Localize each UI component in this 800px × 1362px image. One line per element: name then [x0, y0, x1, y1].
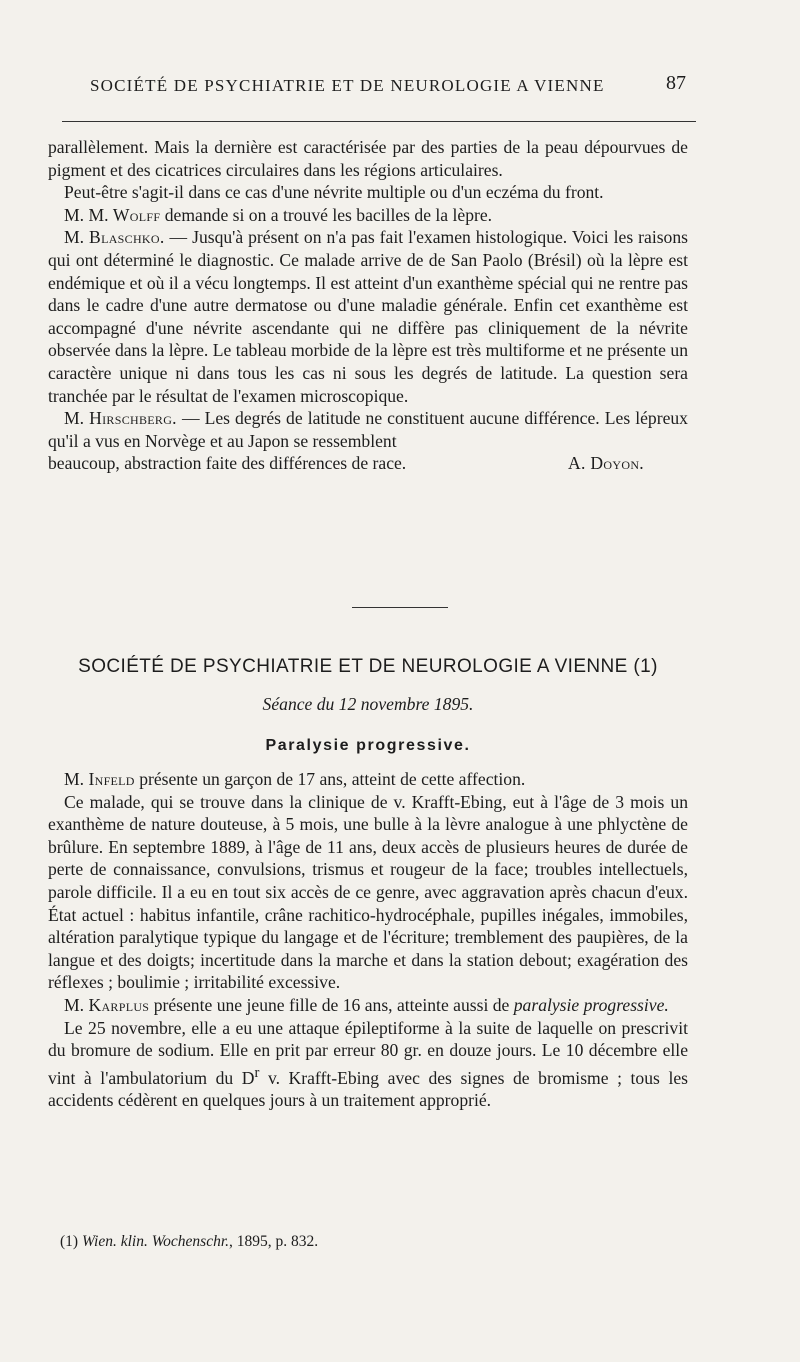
last-line: beaucoup, abstraction faite des différences de race. — [48, 453, 407, 474]
superscript: r — [254, 1064, 260, 1081]
page-number: 87 — [666, 72, 686, 94]
text-part-b: v. Krafft-Ebing avec des signes de bromisme ; tous les accidents cédèrent en quelques jours à un traitement approprié. — [48, 1067, 688, 1111]
paragraph-case-history: Ce malade, qui se trouve dans la clinique de v. Krafft-Ebing, eut à l'âge de 3 mois un exanthème de nature douteuse, à 5 mois, une bulle à la lèvre analogue à une phlyctène de brûlure. En septembre 1889, à l'âge de 11 ans, deux accès de plusieurs heures de durée de perte de connaissance, convulsions, trismus et rougeur de la face; troubles intellectuels, parole difficile. Il a eu en tout six accès de ce genre, avec aggravation après chacun d'eux. État actuel : habitus infantile, crâne rachitico-hydrocéphale, pupilles inégales, immobiles, altération paralytique typique du langage et de l'écriture; tremblement des paupières, de la langue et des doigts; incertitude dans la marche et dans la station debout; exagération des réflexes ; boulimie ; irritabilité excessive. — [48, 791, 688, 993]
speaker-name-infeld: Infeld — [88, 769, 135, 789]
paragraph-infeld — [48, 768, 688, 791]
paragraph-wolff — [48, 204, 688, 227]
paragraph-hirschberg — [48, 407, 688, 452]
session-date: Séance du 12 novembre 1895. — [262, 694, 474, 714]
running-header — [90, 72, 686, 96]
speaker-name-karplus: Karplus — [88, 994, 150, 1015]
paragraph-eczema: Peut-être s'agit-il dans ce cas d'une névrite multiple ou d'un eczéma du front. — [64, 182, 604, 203]
speaker-name-hirschberg: Hirschberg. — [89, 408, 177, 429]
footnote-rest: , 1895, p. 832. — [229, 1233, 319, 1250]
signature: A. Doyon. — [568, 453, 644, 474]
header-rule — [62, 121, 696, 122]
paragraph-continuation: parallèlement. Mais la dernière est caractérisée par des parties de la peau dépourvues de pigment et des cicatrices circulaires dans les régions articulaires. — [48, 137, 688, 180]
speaker-prefix: M. M. — [64, 204, 109, 225]
subheading: Paralysie progressive. — [265, 737, 471, 754]
speaker-text: présente une jeune fille de 16 ans, atteinte aussi de — [153, 994, 510, 1015]
speaker-prefix: M. — [64, 769, 85, 789]
italic-diagnosis: paralysie progressive. — [513, 994, 669, 1015]
speaker-text: — Les degrés de latitude ne constituent aucune différence. Les lépreux qu'il a vus en Norvège et au Japon se ressemblent — [48, 408, 688, 451]
first-discussion — [48, 136, 688, 475]
speaker-text: demande si on a trouvé les bacilles de la lèpre. — [164, 204, 493, 225]
paragraph-blaschko — [48, 226, 688, 407]
footnote — [60, 1233, 680, 1251]
footnote-source: Wien. klin. Wochenschr. — [81, 1233, 230, 1250]
second-discussion — [48, 768, 688, 1112]
paragraph-bromism — [48, 1017, 688, 1112]
section-title: SOCIÉTÉ DE PSYCHIATRIE ET DE NEUROLOGIE A VIENNE (1) — [78, 656, 658, 677]
running-title: SOCIÉTÉ DE PSYCHIATRIE ET DE NEUROLOGIE A VIENNE — [90, 76, 605, 95]
speaker-name-wolff: Wolff — [112, 204, 161, 225]
speaker-prefix: M. — [64, 408, 85, 429]
section-divider — [352, 607, 448, 608]
speaker-prefix: M. — [64, 994, 85, 1015]
paragraph-karplus — [48, 994, 688, 1017]
signature-line — [48, 452, 688, 475]
speaker-text: — Jusqu'à présent on n'a pas fait l'examen histologique. Voici les raisons qui ont déterminé le diagnostic. Ce malade arrive de de San Paolo (Brésil) où la lèpre est endémique et où il a vécu longtemps. Il est atteint d'un exanthème spécial qui ne rentre pas dans le cadre d'une autre dermatose ou d'une maladie générale. Enfin cet exanthème est accompagné d'une névrite ascendante qui ne diffère pas cliniquement de la névrite observée dans la lèpre. Le tableau morbide de la lèpre est très multiforme et ne présente un caractère unique ni dans tous les cas ni sous les degrés de latitude. La question sera tranchée par le résultat de l'examen microscopique. — [48, 227, 689, 406]
speaker-prefix: M. — [64, 227, 85, 248]
footnote-marker: (1) — [60, 1233, 79, 1250]
text-part-a: Le 25 novembre, elle a eu une attaque épileptiforme à la suite de laquelle on prescrivit du bromure de sodium. Elle en prit par erreur 80 gr. en douze jours. Le 10 décembre elle vint à l'ambulatorium du D — [48, 1017, 688, 1088]
speaker-name-blaschko: Blaschko. — [89, 227, 165, 248]
speaker-text: présente un garçon de 17 ans, atteint de cette affection. — [139, 769, 526, 789]
